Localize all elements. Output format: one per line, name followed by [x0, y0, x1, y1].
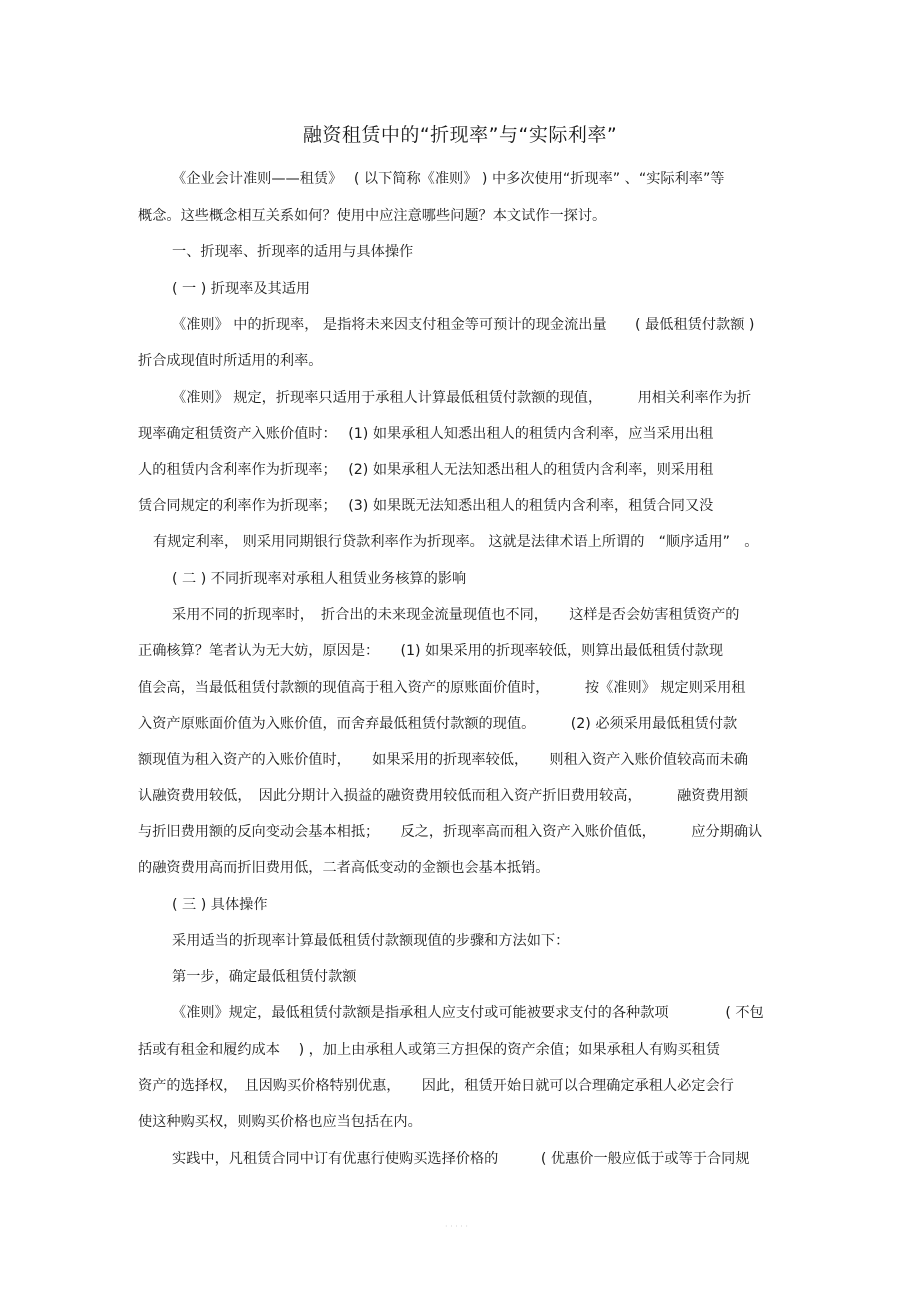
paragraph-line: 认融资费用较低， 因此分期计入损益的融资费用较低而租入资产折旧费用较高， 融资费用额: [138, 788, 749, 804]
paragraph-line: 采用适当的折现率计算最低租赁付款额现值的步骤和方法如下：: [172, 933, 570, 949]
paragraph-line: 的融资费用高而折旧费用低，二者高低变动的金额也会基本抵销。: [138, 860, 550, 876]
paragraph-line: 正确核算？笔者认为无大妨，原因是： (1) 如果采用的折现率较低，则算出最低租赁付款现: [138, 643, 724, 659]
paragraph-line: 额现值为租入资产的入账价值时， 如果采用的折现率较低， 则租入资产入账价值较高而未确: [138, 752, 749, 768]
paragraph-line: 资产的选择权， 且因购买价格特别优惠， 因此，租赁开始日就可以合理确定承租人必定会行: [138, 1078, 734, 1094]
paragraph-line: 折合成现值时所适用的利率。: [138, 353, 323, 369]
paragraph-line: 《准则》 规定，折现率只适用于承租人计算最低租赁付款额的现值， 用相关利率作为折: [172, 390, 752, 406]
paragraph-line: 值会高，当最低租赁付款额的现值高于租入资产的原账面价值时， 按《准则》 规定则采用租: [138, 680, 746, 696]
paragraph-line: 入资产原账面价值为入账价值，而舍弃最低租赁付款额的现值。 (2) 必须采用最低租赁付款: [138, 716, 738, 732]
section-heading: 一、折现率、折现率的适用与具体操作: [172, 244, 414, 260]
paragraph-line: 有规定利率， 则采用同期银行贷款利率作为折现率。 这就是法律术语上所谓的 “顺序适用” 。: [153, 534, 759, 550]
paragraph-line: 赁合同规定的利率作为折现率； (3) 如果既无法知悉出租人的租赁内含利率，租赁合同又没: [138, 498, 714, 514]
footer-mark: · · · · ·: [445, 1222, 468, 1231]
paragraph-line: 《准则》规定，最低租赁付款额是指承租人应支付或可能被要求支付的各种款项 ( 不包: [172, 1005, 764, 1021]
paragraph-line: 采用不同的折现率时， 折合出的未来现金流量现值也不同， 这样是否会妨害租赁资产的: [172, 607, 740, 623]
paragraph-line: 使这种购买权，则购买价格也应当包括在内。: [138, 1114, 422, 1130]
subsection-heading: ( 二 ) 不同折现率对承租人租赁业务核算的影响: [172, 571, 467, 587]
paragraph-line: 《准则》 中的折现率， 是指将未来因支付租金等可预计的现金流出量 ( 最低租赁付款额 ): [172, 317, 755, 333]
paragraph-line: 现率确定租赁资产入账价值时： (1) 如果承租人知悉出租人的租赁内含利率，应当采用出租: [138, 426, 714, 442]
paragraph-line: 人的租赁内含利率作为折现率； (2) 如果承租人无法知悉出租人的租赁内含利率，则采用租: [138, 462, 714, 478]
paragraph-line: 与折旧费用额的反向变动会基本相抵； 反之，折现率高而租入资产入账价值低， 应分期确认: [138, 824, 763, 840]
paragraph-line: 概念。这些概念相互关系如何？使用中应注意哪些问题？本文试作一探讨。: [138, 208, 607, 224]
paragraph-line: 《企业会计准则——租赁》 ( 以下简称《准则》 ) 中多次使用“折现率” 、“实际利率”等: [172, 171, 725, 187]
paragraph-line: 实践中，凡租赁合同中订有优惠行使购买选择价格的 ( 优惠价一般应低于或等于合同规: [172, 1151, 750, 1167]
step-heading: 第一步，确定最低租赁付款额: [172, 969, 357, 985]
subsection-heading: ( 一 ) 折现率及其适用: [172, 281, 311, 297]
subsection-heading: ( 三 ) 具体操作: [172, 897, 268, 913]
document-title: 融资租赁中的“折现率”与“实际利率”: [302, 124, 618, 146]
paragraph-line: 括或有租金和履约成本 ) ，加上由承租人或第三方担保的资产余值；如果承租人有购买租赁: [138, 1042, 721, 1058]
